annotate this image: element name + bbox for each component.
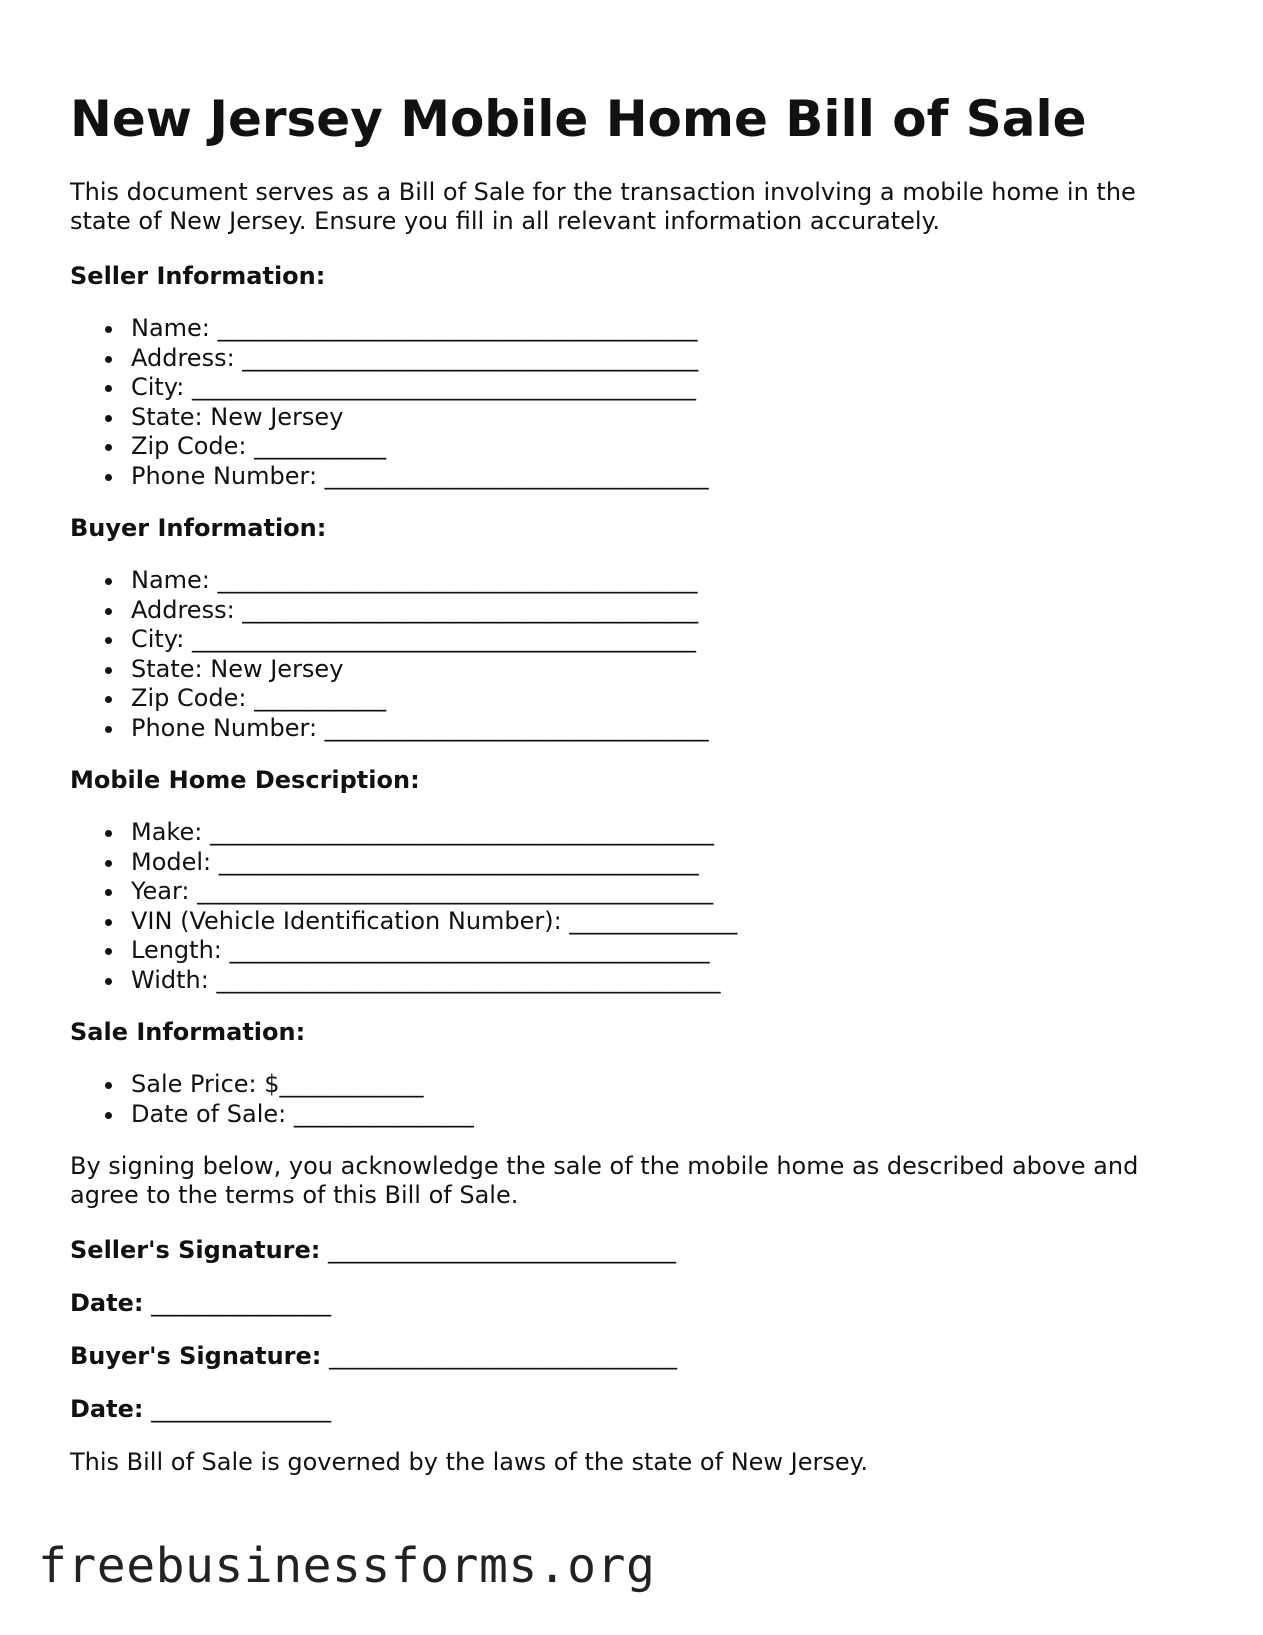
governing-law-note: This Bill of Sale is governed by the laws of the state of New Jersey. bbox=[70, 1448, 869, 1476]
buyer-fields-list bbox=[70, 566, 709, 743]
buyer-signature-blank: _____________________________ bbox=[321, 1342, 678, 1370]
seller-fields-list bbox=[70, 314, 709, 491]
watermark-text: freebusinessforms.org bbox=[38, 1538, 656, 1594]
document-title: New Jersey Mobile Home Bill of Sale bbox=[70, 90, 1087, 148]
model-field: Model: ________________________________________ bbox=[70, 848, 737, 878]
seller-date-blank: _______________ bbox=[143, 1289, 332, 1317]
mobile-home-fields-list bbox=[70, 818, 737, 995]
buyer-date-line bbox=[70, 1395, 331, 1424]
buyer-signature-line bbox=[70, 1342, 677, 1371]
sale-fields-list bbox=[70, 1070, 474, 1129]
width-field: Width: __________________________________________ bbox=[70, 966, 737, 996]
buyer-name-field: Name: ________________________________________ bbox=[70, 566, 709, 596]
seller-heading: Seller Information: bbox=[70, 262, 326, 290]
seller-date-line bbox=[70, 1289, 331, 1318]
seller-name-field: Name: ________________________________________ bbox=[70, 314, 709, 344]
buyer-date-blank: _______________ bbox=[143, 1395, 332, 1423]
buyer-zip-field: Zip Code: ___________ bbox=[70, 684, 709, 714]
seller-zip-field: Zip Code: ___________ bbox=[70, 432, 709, 462]
sale-price-field: Sale Price: $____________ bbox=[70, 1070, 474, 1100]
buyer-address-field: Address: ______________________________________ bbox=[70, 596, 709, 626]
date-of-sale-field: Date of Sale: _______________ bbox=[70, 1100, 474, 1130]
buyer-heading: Buyer Information: bbox=[70, 514, 327, 542]
seller-address-field: Address: ______________________________________ bbox=[70, 344, 709, 374]
year-field: Year: ___________________________________________ bbox=[70, 877, 737, 907]
seller-signature-blank: _____________________________ bbox=[320, 1236, 676, 1264]
buyer-phone-field: Phone Number: ________________________________ bbox=[70, 714, 709, 744]
seller-date-label: Date: bbox=[70, 1289, 144, 1317]
make-field: Make: __________________________________________ bbox=[70, 818, 737, 848]
seller-signature-line bbox=[70, 1236, 676, 1265]
seller-signature-label: Seller's Signature: bbox=[70, 1236, 321, 1264]
seller-city-field: City: __________________________________________ bbox=[70, 373, 709, 403]
seller-phone-field: Phone Number: ________________________________ bbox=[70, 462, 709, 492]
intro-paragraph: This document serves as a Bill of Sale for the transaction involving a mobile home in the state of New Jersey. Ensure you fill in all relevant information accurately. bbox=[70, 178, 1136, 235]
vin-field: VIN (Vehicle Identification Number): ______________ bbox=[70, 907, 737, 937]
mobile-home-heading: Mobile Home Description: bbox=[70, 766, 420, 794]
sale-heading: Sale Information: bbox=[70, 1018, 306, 1046]
buyer-state-field: State: New Jersey bbox=[70, 655, 709, 685]
buyer-city-field: City: __________________________________________ bbox=[70, 625, 709, 655]
acknowledgement-paragraph: By signing below, you acknowledge the sale of the mobile home as described above and agree to the terms of this Bill of Sale. bbox=[70, 1152, 1139, 1209]
buyer-date-label: Date: bbox=[70, 1395, 144, 1423]
buyer-signature-label: Buyer's Signature: bbox=[70, 1342, 322, 1370]
seller-state-field: State: New Jersey bbox=[70, 403, 709, 433]
length-field: Length: ________________________________________ bbox=[70, 936, 737, 966]
